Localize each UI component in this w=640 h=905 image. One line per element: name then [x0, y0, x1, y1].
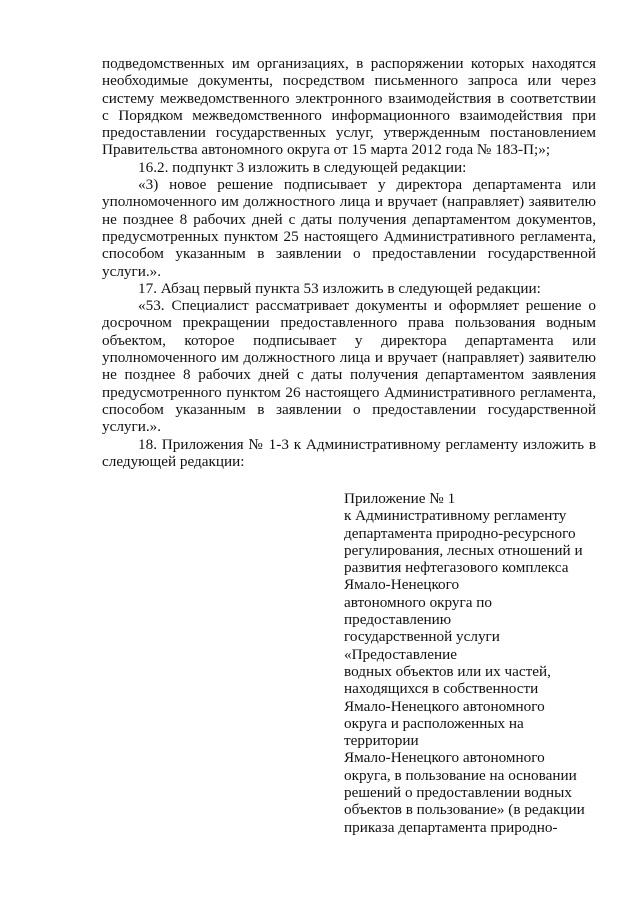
- annex-line: находящихся в собственности: [344, 680, 539, 698]
- annex-line: «Предоставление: [344, 645, 457, 663]
- annex-line: решений о предоставлении водных: [344, 784, 572, 802]
- paragraph-subpoint-3: «3) новое решение подписывает у директора департамента или уполномоченного им должностного лица и вручает (направляет) заявителю не позднее 8 рабочих дней с даты получения департаментом документов, предусмотренных пунктом 25 настоящего Административного регламента, способом указанным в заявлении о предоставлении государственной услуги.».: [102, 176, 596, 280]
- paragraph-16-2: 16.2. подпункт 3 изложить в следующей редакции:: [138, 158, 467, 176]
- paragraph-53: «53. Специалист рассматривает документы и оформляет решение о досрочном прекращении предоставленного права пользования водным объектом, которое подписывает у директора департамента или уполномоченного им должностного лица и вручает (направляет) заявителю не позднее 8 рабочих дней с даты получения департаментом заявления предусмотренного пунктом 26 настоящего Административного регламента, способом указанным в заявлении о предоставлении государственной услуги.».: [102, 297, 596, 436]
- annex-line: Ямало-Ненецкого: [344, 576, 460, 594]
- annex-line: Ямало-Ненецкого автономного: [344, 697, 545, 715]
- annex-line: к Административному регламенту: [344, 507, 567, 525]
- annex-line: территории: [344, 732, 419, 750]
- paragraph-17: 17. Абзац первый пункта 53 изложить в следующей редакции:: [138, 279, 541, 297]
- annex-line: Приложение № 1: [344, 490, 456, 507]
- body-text: [102, 55, 596, 470]
- annex-line: Ямало-Ненецкого автономного: [344, 749, 545, 767]
- annex-line: регулирования, лесных отношений и: [344, 541, 583, 559]
- annex-line: округа, в пользование на основании: [344, 766, 577, 784]
- annex-line: департамента природно-ресурсного: [344, 524, 576, 542]
- annex-header: [344, 490, 596, 836]
- annex-line: приказа департамента природно-: [344, 818, 558, 836]
- annex-line: водных объектов или их частей,: [344, 662, 551, 680]
- annex-line: округа и расположенных на: [344, 714, 524, 732]
- annex-line: предоставлению: [344, 611, 452, 629]
- annex-line: объектов в пользование» (в редакции: [344, 801, 585, 819]
- annex-line: автономного округа по: [344, 593, 493, 611]
- paragraph-18: 18. Приложения № 1-3 к Административному регламенту изложить в следующей редакции:: [102, 435, 596, 470]
- paragraph-continuation: подведомственных им организациях, в распоряжении которых находятся необходимые документы, посредством письменного запроса или через систему межведомственного электронного взаимодействия в соответствии с Порядком межведомственного информационного взаимодействия при предоставлении государственных услуг, утвержденным постановлением Правительства автономного округа от 15 марта 2012 года № 183-П;»;: [102, 55, 596, 159]
- annex-line: развития нефтегазового комплекса: [344, 559, 569, 577]
- annex-line: государственной услуги: [344, 628, 500, 646]
